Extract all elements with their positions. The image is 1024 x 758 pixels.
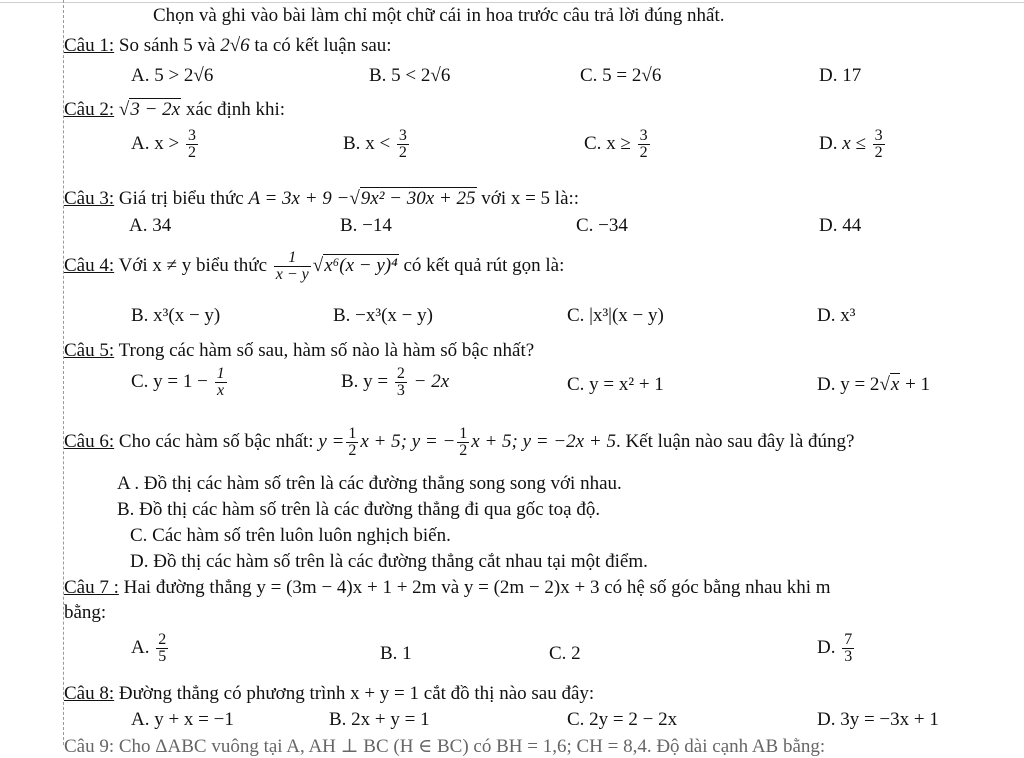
q4-option-a: B. x³(x − y)	[131, 305, 221, 326]
fraction: $\frac{1}{x}$	[216, 365, 225, 399]
fraction: $\frac{2}{5}$	[158, 631, 167, 665]
q5-option-d: D. y = 2√x + 1	[817, 374, 931, 395]
fraction: $\frac{1}{2}$	[348, 425, 357, 459]
fraction: $\frac{3}{2}$	[398, 127, 407, 161]
q8-option-d: D. 3y = −3x + 1	[817, 709, 939, 730]
q1-option-c: C. 5 = 2√6	[580, 65, 662, 86]
q7-option-d: D. $\frac{7}{3}$	[817, 631, 853, 665]
fraction: $\frac{1}{x - y}$	[275, 249, 309, 283]
q3-option-b: B. −14	[340, 215, 392, 236]
question-7-label: Câu 7 :	[64, 577, 119, 598]
question-4-label: Câu 4:	[64, 254, 115, 276]
sqrt-expr: √x	[879, 374, 900, 395]
question-6: Câu 6: Cho các hàm số bậc nhất: y = $\frac{1}{2}$ x + 5; y = − $\frac{1}{2}$ x + 5; y = −2x + 5. Kết luận nào sau đây là đúng?	[64, 425, 855, 459]
q6-option-d: D. Đồ thị các hàm số trên là các đường thẳng cắt nhau tại một điểm.	[130, 551, 648, 572]
fraction: $\frac{1}{2}$	[459, 425, 468, 459]
fraction: $\frac{3}{2}$	[639, 127, 648, 161]
sqrt-expr: √x⁶(x − y)⁴	[312, 254, 398, 276]
fraction: $\frac{2}{3}$	[396, 365, 405, 399]
q2-option-a: A. x > $\frac{3}{2}$	[131, 127, 196, 161]
q6-option-b: B. Đồ thị các hàm số trên là các đường thẳng đi qua gốc toạ độ.	[117, 499, 601, 520]
q7-option-a: A. $\frac{2}{5}$	[131, 631, 167, 665]
fraction: $\frac{3}{2}$	[874, 127, 883, 161]
question-7-line-2: bằng:	[64, 602, 107, 623]
q5-option-b: B. y = $\frac{2}{3}$ − 2x	[341, 365, 450, 399]
q4-option-d: D. x³	[817, 305, 856, 326]
q7-option-b: B. 1	[380, 643, 412, 664]
math-expr: 2√6	[220, 35, 250, 56]
question-2-label: Câu 2:	[64, 99, 115, 120]
sqrt-expr: √9x² − 30x + 25	[349, 188, 476, 209]
question-3: Câu 3: Giá trị biểu thức A = 3x + 9 −√9x² − 30x + 25 với x = 5 là::	[64, 188, 580, 209]
q6-option-a: A . Đồ thị các hàm số trên là các đường thẳng song song với nhau.	[117, 473, 622, 494]
question-5-label: Câu 5:	[64, 340, 115, 361]
q8-option-b: B. 2x + y = 1	[329, 709, 430, 730]
sqrt-expr: √3 − 2x	[118, 99, 181, 120]
question-8-label: Câu 8:	[64, 683, 115, 704]
q3-option-a: A. 34	[129, 215, 172, 236]
instruction-header: Chọn và ghi vào bài làm chỉ một chữ cái in hoa trước câu trả lời đúng nhất.	[153, 5, 725, 26]
q5-option-c: C. y = 1 − $\frac{1}{x}$	[131, 365, 225, 399]
question-7: Câu 7 : Hai đường thẳng y = (3m − 4)x + 1 + 2m và y = (2m − 2)x + 3 có hệ số góc bằng nhau khi m	[64, 577, 831, 598]
q1-option-d: D. 17	[819, 65, 862, 86]
q4-option-b: B. −x³(x − y)	[333, 305, 433, 326]
fraction: $\frac{3}{2}$	[187, 127, 196, 161]
q1-option-a: A. 5 > 2√6	[131, 65, 214, 86]
q6-option-c: C. Các hàm số trên luôn luôn nghịch biến.	[130, 525, 451, 546]
question-8: Câu 8: Đường thẳng có phương trình x + y = 1 cắt đồ thị nào sau đây:	[64, 683, 595, 704]
q5-option-c2: C. y = x² + 1	[567, 374, 664, 395]
fraction: $\frac{7}{3}$	[844, 631, 853, 665]
q8-option-c: C. 2y = 2 − 2x	[567, 709, 678, 730]
q8-option-a: A. y + x = −1	[131, 709, 234, 730]
q3-option-c: C. −34	[576, 215, 628, 236]
question-4: Câu 4: Với x ≠ y biểu thức $\frac{1}{x - y}$ √x⁶(x − y)⁴ có kết quả rút gọn là:	[64, 249, 565, 283]
question-1-label: Câu 1:	[64, 35, 115, 56]
q7-option-c: C. 2	[549, 643, 581, 664]
q2-option-d: D. x ≤ $\frac{3}{2}$	[819, 127, 883, 161]
question-5: Câu 5: Trong các hàm số sau, hàm số nào là hàm số bậc nhất?	[64, 340, 535, 361]
question-6-label: Câu 6:	[64, 430, 115, 452]
question-2: Câu 2: √3 − 2x xác định khi:	[64, 99, 286, 120]
q4-option-c: C. |x³|(x − y)	[567, 305, 664, 326]
question-3-label: Câu 3:	[64, 188, 115, 209]
q3-option-d: D. 44	[819, 215, 862, 236]
question-9-cut: Câu 9: Cho ΔABC vuông tại A, AH ⊥ BC (H ∈ BC) có BH = 1,6; CH = 8,4. Độ dài cạnh AB bằng:	[64, 736, 826, 757]
q1-option-b: B. 5 < 2√6	[369, 65, 451, 86]
q2-option-b: B. x < $\frac{3}{2}$	[343, 127, 407, 161]
question-1: Câu 1: So sánh 5 và 2√6 ta có kết luận sau:	[64, 35, 392, 56]
top-border	[0, 2, 1024, 3]
q2-option-c: C. x ≥ $\frac{3}{2}$	[584, 127, 648, 161]
